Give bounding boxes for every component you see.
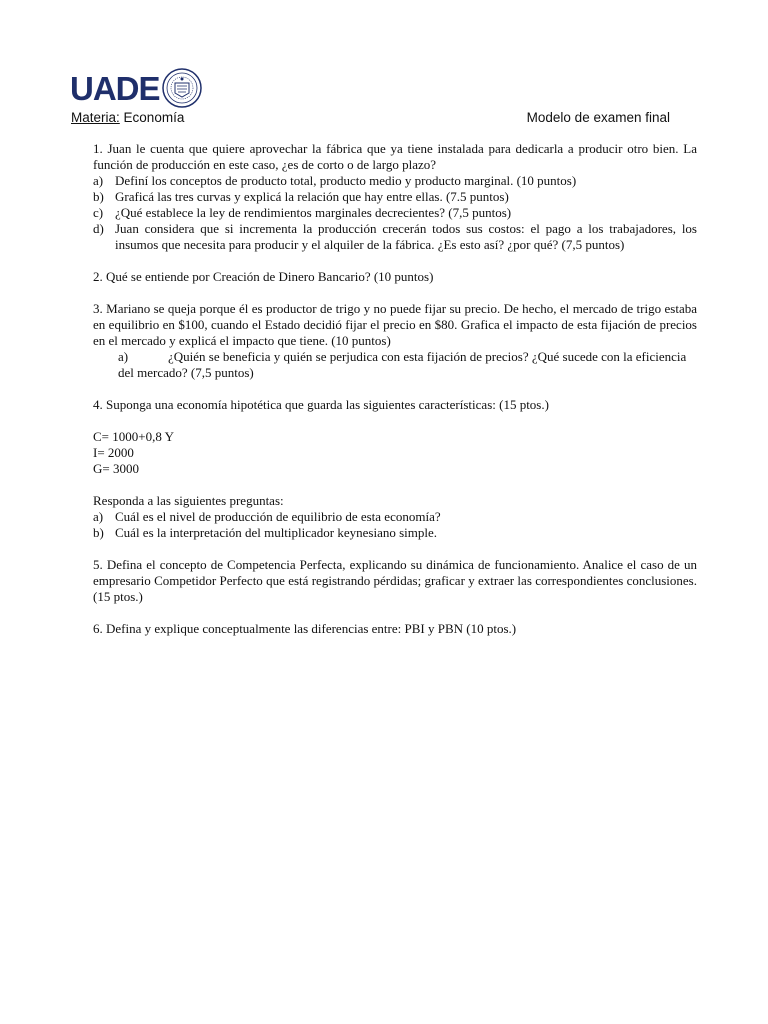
subject — [71, 110, 184, 125]
question-1-intro: 1. Juan le cuenta que quiere aprovechar la fábrica que ya tiene instalada para dedicarla a producir otro bien. La función de producción en este caso, ¿es de corto o de largo plazo? — [93, 141, 697, 172]
item-label: c) — [93, 205, 104, 220]
materia-label: Materia: — [71, 110, 120, 125]
question-5: 5. Defina el concepto de Competencia Perfecta, explicando su dinámica de funcionamiento. Analice el caso de un empresario Competidor Perfecto que está registrando pérdidas; graficar y extraer las correspondientes conclusiones. (15 ptos.) — [93, 557, 697, 604]
question-4-item-a — [93, 509, 697, 525]
equation-government: G= 3000 — [93, 461, 139, 476]
item-label: a) — [93, 173, 104, 188]
university-seal-icon — [162, 68, 202, 108]
question-6: 6. Defina y explique conceptualmente las diferencias entre: PBI y PBN (10 ptos.) — [93, 621, 517, 636]
item-label: b) — [93, 189, 104, 204]
item-text: ¿Qué establece la ley de rendimientos marginales decrecientes? (7,5 puntos) — [115, 205, 512, 220]
logo-text: UADE — [70, 69, 160, 107]
item-text: Juan considera que si incrementa la producción crecerán todos sus costos: el pago a los trabajadores, los insumos que necesita para producir y el alquiler de la fábrica. ¿Es esto así? ¿por qué? (7,5 puntos) — [115, 221, 697, 252]
question-4-prompt: Responda a las siguientes preguntas: — [93, 493, 284, 508]
item-label: a) — [93, 509, 104, 524]
equation-consumption: C= 1000+0,8 Y — [93, 429, 174, 444]
question-1-item-d — [93, 221, 697, 253]
question-1-item-a — [93, 173, 697, 189]
question-1-item-c — [93, 205, 697, 221]
materia-value: Economía — [123, 110, 185, 125]
question-4-item-b — [93, 525, 697, 541]
uade-logo — [70, 68, 202, 108]
exam-content — [93, 141, 697, 637]
item-text: Definí los conceptos de producto total, producto medio y producto marginal. (10 puntos) — [115, 173, 577, 188]
question-3: 3. Mariano se queja porque él es productor de trigo y no puede fijar su precio. De hecho, el mercado de trigo estaba en equilibrio en $100, cuando el Estado decidió fijar el precio en $80. Grafica el impacto de esta fijación de precios en el mercado y explicá el impacto que tiene. (10 puntos) — [93, 301, 697, 348]
question-3-item-a-continuation: del mercado? (7,5 puntos) — [118, 365, 254, 380]
item-text: ¿Quién se beneficia y quién se perjudica con esta fijación de precios? ¿Qué sucede con la eficiencia — [168, 349, 687, 364]
item-text: Cuál es la interpretación del multiplicador keynesiano simple. — [115, 525, 438, 540]
equation-investment: I= 2000 — [93, 445, 134, 460]
question-2: 2. Qué se entiende por Creación de Dinero Bancario? (10 puntos) — [93, 269, 434, 284]
question-3-item-a — [93, 349, 697, 365]
item-label: d) — [93, 221, 104, 236]
item-text: Cuál es el nivel de producción de equilibrio de esta economía? — [115, 509, 441, 524]
item-label: b) — [93, 525, 104, 540]
item-label: a) — [118, 349, 129, 364]
item-text: Graficá las tres curvas y explicá la relación que hay entre ellas. (7.5 puntos) — [115, 189, 509, 204]
header-line — [71, 110, 670, 125]
exam-title: Modelo de examen final — [526, 110, 670, 125]
question-1-item-b — [93, 189, 697, 205]
question-4-intro: 4. Suponga una economía hipotética que guarda las siguientes características: (15 ptos.) — [93, 397, 549, 412]
